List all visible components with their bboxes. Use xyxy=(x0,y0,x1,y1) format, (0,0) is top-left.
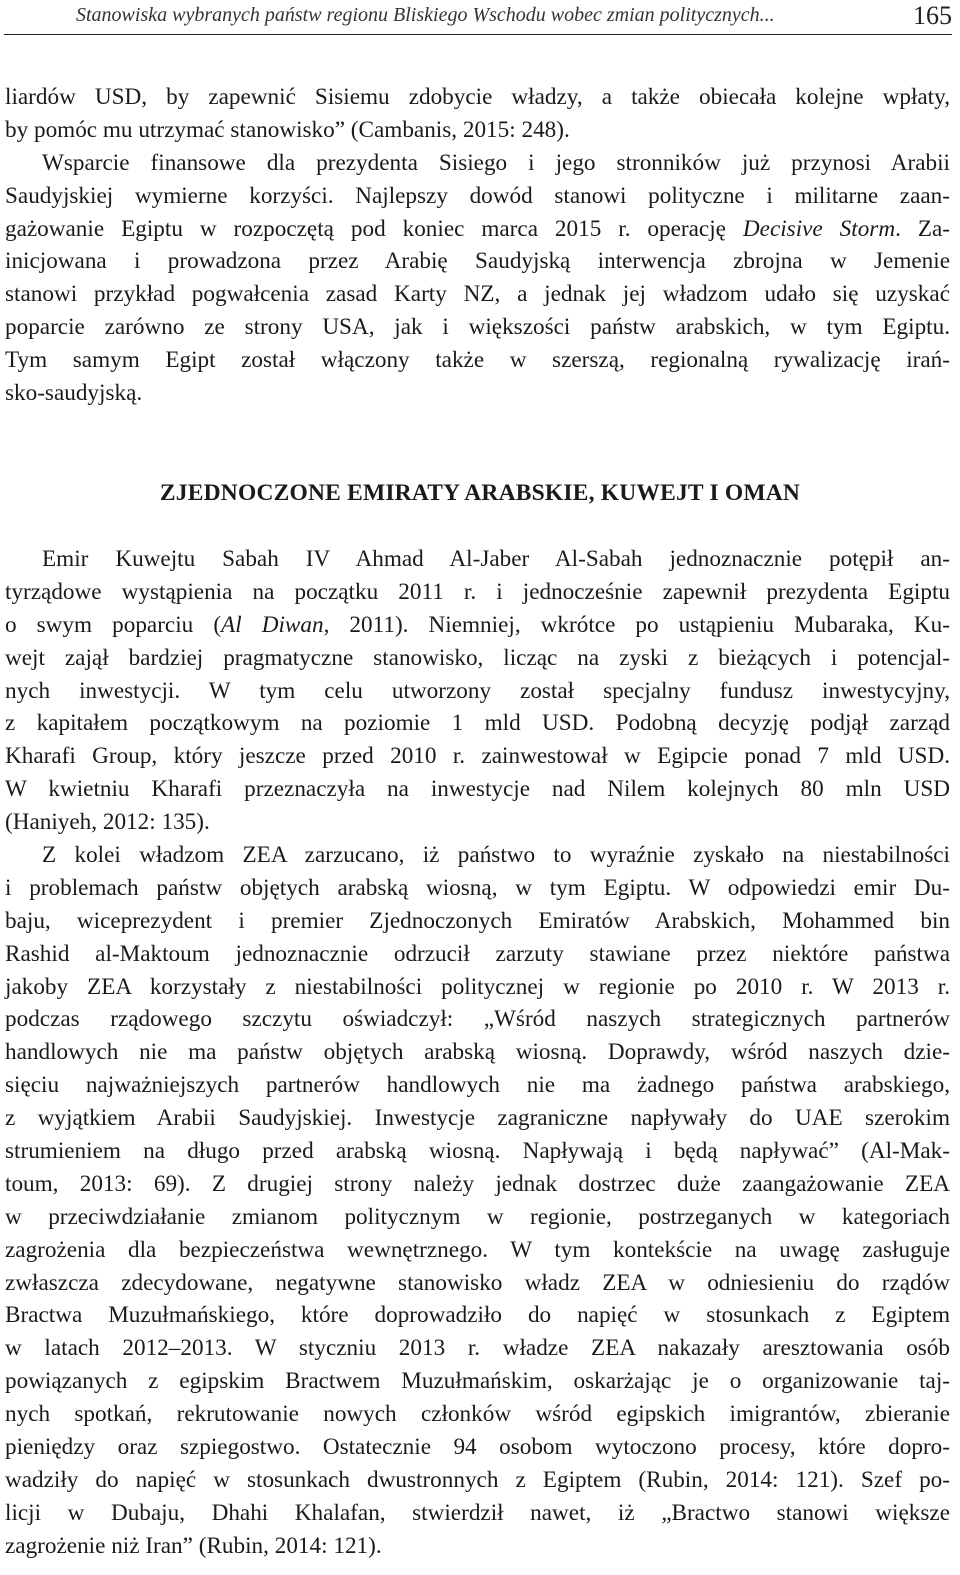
paragraph-saudi-support xyxy=(5,81,950,410)
text-line: nych spotkań, rekrutowanie nowych członków wśród egipskich imigrantów, zbieranie xyxy=(5,1401,950,1428)
text-line: w latach 2012–2013. W styczniu 2013 r. władze ZEA nakazały aresztowania osób xyxy=(5,1335,950,1362)
text-line: Saudyjskiej wymierne korzyści. Najlepszy dowód stanowi polityczne i militarne zaan- xyxy=(5,182,950,209)
text-segment: o swym poparciu ( xyxy=(5,611,222,638)
text-line: (Haniyeh, 2012: 135). xyxy=(5,809,210,836)
text-line: zwłaszcza zdecydowane, negatywne stanowisko władz ZEA w odniesieniu do rządów xyxy=(5,1269,950,1296)
text-line: z kapitałem początkowym na poziomie 1 mld USD. Podobną decyzję podjął zarząd xyxy=(5,710,950,737)
section-heading: ZJEDNOCZONE EMIRATY ARABSKIE, KUWEJT I OMAN xyxy=(159,480,801,506)
text-line: Rashid al-Maktoum jednoznacznie odrzucił zarzuty stawiane przez niektóre państwa xyxy=(5,940,950,967)
text-line: inicjowana i prowadzona przez Arabię Saudyjską interwencja zbrojna w Jemenie xyxy=(5,248,950,275)
text-line: wadziły do napięć w stosunkach dwustronnych z Egiptem (Rubin, 2014: 121). Szef po- xyxy=(5,1466,950,1493)
text-line: jakoby ZEA korzystały z niestabilności politycznej w regionie po 2010 r. W 2013 r. xyxy=(5,973,950,1000)
text-line: sko-saudyjską. xyxy=(5,380,143,407)
text-line: Tym samym Egipt został włączony także w szerszą, regionalną rywalizację irań- xyxy=(5,347,950,374)
text-line: baju, wiceprezydent i premier Zjednoczonych Emiratów Arabskich, Mohammed bin xyxy=(5,907,950,934)
text-line: i problemach państw objętych arabską wiosną, w tym Egiptu. W odpowiedzi emir Du- xyxy=(5,874,950,901)
text-segment: , 2011). Niemniej, wkrótce po ustąpieniu Mubaraka, Ku- xyxy=(323,611,950,638)
source-name: Al Diwan xyxy=(221,611,324,638)
text-line: nych inwestycji. W tym celu utworzony został specjalny fundusz inwestycyjny, xyxy=(5,677,950,704)
text-line: W kwietniu Kharafi przeznaczyła na inwestycje nad Nilem kolejnych 80 mln USD xyxy=(5,776,950,803)
text-line: strumieniem na długo przed arabską wiosną. Napływają i będą napływać” (Al-Mak- xyxy=(5,1138,950,1165)
text-line: powiązanych z egipskim Bractwem Muzułmańskim, oskarżając je o organizowanie taj- xyxy=(5,1368,950,1395)
page-number: 165 xyxy=(913,1,952,30)
text-line: zagrożenia dla bezpieczeństwa wewnętrznego. W tym kontekście na uwagę zasługuje xyxy=(5,1236,950,1263)
text-segment: . Za- xyxy=(895,215,950,242)
text-line: Kharafi Group, który jeszcze przed 2010 r. zainwestował w Egipcie ponad 7 mld USD. xyxy=(5,743,950,770)
running-title: Stanowiska wybranych państw regionu Bliskiego Wschodu wobec zmian politycznych... xyxy=(76,4,775,26)
text-line: sięciu najważniejszych partnerów handlowych nie ma żadnego państwa arabskiego, xyxy=(5,1072,950,1099)
running-header xyxy=(4,0,952,35)
text-line: Z kolei władzom ZEA zarzucano, iż państwo to wyraźnie zyskało na niestabilności xyxy=(42,842,950,868)
text-line: licji w Dubaju, Dhahi Khalafan, stwierdził nawet, iż „Bractwo stanowi większe xyxy=(5,1499,950,1526)
text-line: podczas rządowego szczytu oświadczył: „Wśród naszych strategicznych partnerów xyxy=(5,1006,950,1033)
operation-name: Decisive Storm xyxy=(742,215,896,242)
text-line: handlowych nie ma państw objętych arabską wiosną. Doprawdy, wśród naszych dzie- xyxy=(5,1039,950,1066)
text-line: by pomóc mu utrzymać stanowisko” (Cambanis, 2015: 248). xyxy=(5,116,570,143)
text-line: z wyjątkiem Arabii Saudyjskiej. Inwestycje zagraniczne napływały do UAE szerokim xyxy=(5,1105,950,1132)
text-line: w przeciwdziałanie zmianom politycznym w regionie, postrzeganych w kategoriach xyxy=(5,1203,950,1230)
text-line xyxy=(5,609,950,642)
paragraph-uae xyxy=(5,839,950,1563)
text-line: Emir Kuwejtu Sabah IV Ahmad Al-Jaber Al-Sabah jednoznacznie potępił an- xyxy=(42,546,950,572)
text-line: zagrożenie niż Iran” (Rubin, 2014: 121). xyxy=(5,1532,382,1559)
text-line: wejt zajął bardziej pragmatyczne stanowisko, licząc na zyski z bieżących i potencjal- xyxy=(5,644,950,671)
text-line: pieniędzy oraz szpiegostwo. Ostatecznie 94 osobom wytoczono procesy, które dopro- xyxy=(5,1434,950,1461)
text-line: toum, 2013: 69). Z drugiej strony należy jednak dostrzec duże zaangażowanie ZEA xyxy=(5,1170,950,1197)
text-line: liardów USD, by zapewnić Sisiemu zdobycie władzy, a także obiecała kolejne wpłaty, xyxy=(5,84,950,110)
text-line: tyrządowe wystąpienia na początku 2011 r. i jednocześnie zapewnił prezydenta Egiptu xyxy=(5,578,950,605)
text-line xyxy=(5,213,950,246)
text-line: stanowi przykład pogwałcenia zasad Karty NZ, a jednak jej władzom udało się uzyskać xyxy=(5,281,950,308)
text-line: Wsparcie finansowe dla prezydenta Sisiego i jego stronników już przynosi Arabii xyxy=(42,149,950,176)
text-line: poparcie zarówno ze strony USA, jak i większości państw arabskich, w tym Egiptu. xyxy=(5,314,950,341)
text-segment: gażowanie Egiptu w rozpoczętą pod koniec marca 2015 r. operację xyxy=(5,215,743,242)
text-line: Bractwa Muzułmańskiego, które doprowadziło do napięć w stosunkach z Egiptem xyxy=(5,1302,950,1329)
paragraph-kuwait xyxy=(5,543,950,839)
